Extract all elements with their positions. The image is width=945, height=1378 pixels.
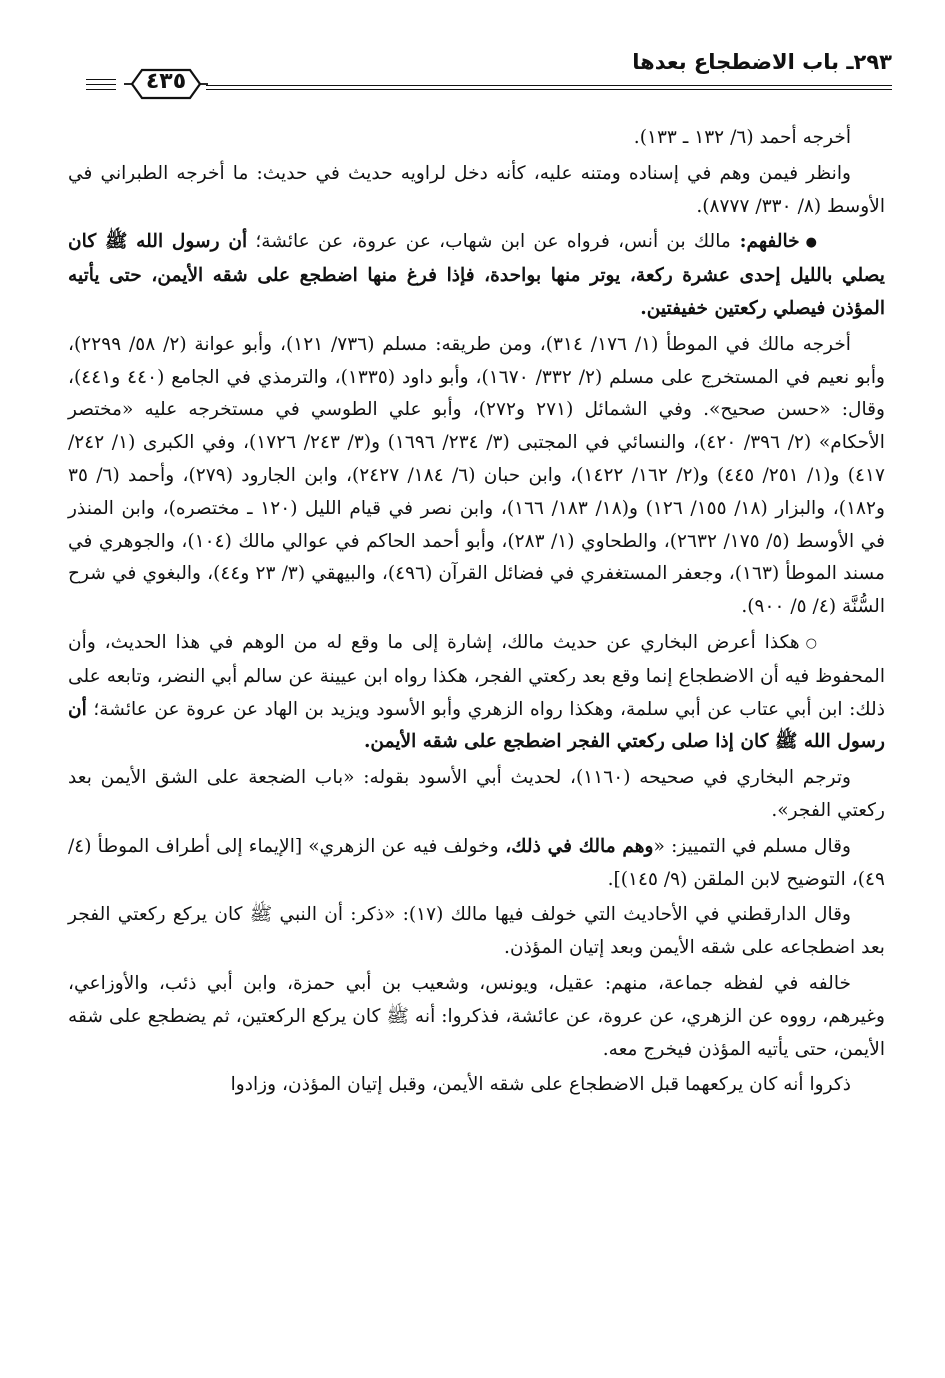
bold-text-run: أن رسول الله ﷺ كان إذا صلى ركعتي الفجر اضطجع على شقه الأيمن.: [68, 698, 885, 753]
chapter-title: ٢٩٣ـ باب الاضطجاع بعدها: [632, 50, 892, 74]
text-run: هكذا أعرض البخاري عن حديث مالك، إشارة إلى ما وقع له من الوهم في هذا الحديث، وأن المحفوظ فيه أن الاضطجاع إنما وقع بعد ركعتي الفجر، هكذا رواه ابن عيينة عن سالم أبي النضر، وتابعه على ذلك: ابن أبي عتاب عن أبي سلمة، وهكذا رواه الزهري وأبو الأسود ويزيد بن الهاد عن عروة عن عائشة؛: [68, 631, 885, 720]
paragraph: [68, 158, 885, 224]
paragraph: [68, 329, 885, 624]
paragraph: [68, 627, 885, 759]
bold-text-run: أن رسول الله ﷺ كان يصلي بالليل إحدى عشرة ركعة، يوتر منها بواحدة، فإذا فرغ منها اضطجع على شقه الأيمن، حتى يأتيه المؤذن فيصلي ركعتين خفيفتين.: [68, 231, 885, 319]
bold-text-run: وهم مالك في ذلك،: [498, 835, 654, 857]
bold-text-run: خالفهم:: [730, 231, 800, 253]
ornament-line: [86, 84, 116, 85]
text-run: خالفه في لفظه جماعة، منهم: عقيل، ويونس، وشعيب بن أبي حمزة، وابن أبي ذئب، والأوزاعي، وغيرهم، رووه عن الزهري، عن عروة، عن عائشة، فذكروا: أنه ﷺ كان يركع الركعتين، ثم يضطجع على شقه الأيمن، حتى يأتيه المؤذن فيخرج معه.: [68, 972, 885, 1060]
page-number-ornament: [86, 66, 216, 106]
paragraph: [68, 831, 885, 897]
text-run: ذكروا أنه كان يركعهما قبل الاضطجاع على شقه الأيمن، وقبل إتيان المؤذن، وزادوا: [230, 1074, 851, 1096]
text-run: أخرجه مالك في الموطأ (١/ ١٧٦/ ٣١٤)، ومن طريقه: مسلم (٧٣٦/ ١٢١)، وأبو عوانة (٢/ ٥٨/ ٢٢٩٩)، وأبو نعيم في المستخرج على مسلم (٢/ ٣٣٢/ ١٦٧٠)، وأبو داود (١٣٣٥)، والترمذي في الجامع (٤٤٠ و٤٤١)، وقال: «حسن صحيح». وفي الشمائل (٢٧١ و٢٧٢)، وأبو علي الطوسي في مستخرجه عليه «مختصر الأحكام» (٢/ ٣٩٦/ ٤٢٠)، والنسائي في المجتبى (٣/ ٢٣٤/ ١٦٩٦) و(٣/ ٢٤٣/ ١٧٢٦)، وفي الكبرى (١/ ٢٤٢/ ٤١٧) و(١/ ٢٥١/ ٤٤٥) و(٢/ ١٦٢/ ١٤٢٢)، وابن حبان (٦/ ١٨٤/ ٢٤٢٧)، وابن الجارود (٢٧٩)، وأحمد (٦/ ٣٥ و١٨٢)، والبزار (١٨/ ١٥٥/ ١٢٦) و(١٨/ ١٨٣/ ١٦٦)، وابن نصر في قيام الليل (١٢٠ ـ مختصره)، وابن المنذر في الأوسط (٥/ ١٧٥/ ٢٦٣٢)، والطحاوي (١/ ٢٨٣)، وأبو أحمد الحاكم في عوالي مالك (١٠٤)، والجوهري في مسند الموطأ (١٦٣)، وجعفر المستغفري في فضائل القرآن (٤٩٦)، والبيهقي (٣/ ٢٣ و٤٤)، والبغوي في شرح السُّنَّة (٤/ ٥/ ٩٠٠).: [68, 333, 886, 618]
page-header: [86, 44, 892, 100]
paragraph: [68, 226, 885, 325]
page-number: ٤٣٥: [145, 69, 187, 94]
text-run: أخرجه أحمد (٦/ ١٣٢ ـ ١٣٣).: [633, 127, 851, 148]
paragraph: [68, 899, 885, 965]
text-run: وانظر فيمن وهم في إسناده ومتنه عليه، كأنه دخل لراويه حديث في حديث: ما أخرجه الطبراني في الأوسط (٨/ ٣٣٠/ ٨٧٧٧).: [68, 162, 885, 217]
bullet-filled-icon: ●: [805, 235, 817, 251]
paragraph: [68, 762, 885, 828]
text-run: وخولف فيه عن الزهري» [الإيماء إلى أطراف الموطأ (٤/ ٤٩)، التوضيح لابن الملقن (٩/ ١٤٥)].: [68, 835, 885, 890]
ornament-line: [86, 89, 116, 90]
text-run: مالك بن أنس، فرواه عن ابن شهاب، عن عروة، عن عائشة؛: [247, 231, 731, 253]
paragraph: [68, 122, 885, 155]
body-text: [68, 122, 885, 1105]
header-rule: [206, 85, 892, 86]
text-run: وقال الدارقطني في الأحاديث التي خولف فيها مالك (١٧): «ذكر: أن النبي ﷺ كان يركع ركعتي الفجر بعد اضطجاعه على شقه الأيمن وبعد إتيان المؤذن.: [68, 904, 885, 959]
text-run: وقال مسلم في التمييز: «: [653, 835, 851, 857]
text-run: وترجم البخاري في صحيحه (١١٦٠)، لحديث أبي الأسود بقوله: «باب الضجعة على الشق الأيمن بعد ركعتي الفجر».: [68, 767, 885, 821]
paragraph: [68, 1069, 885, 1102]
bullet-hollow-icon: ○: [805, 635, 817, 651]
ornament-line: [86, 79, 116, 80]
paragraph: [68, 968, 885, 1066]
header-rule-secondary: [206, 89, 892, 90]
